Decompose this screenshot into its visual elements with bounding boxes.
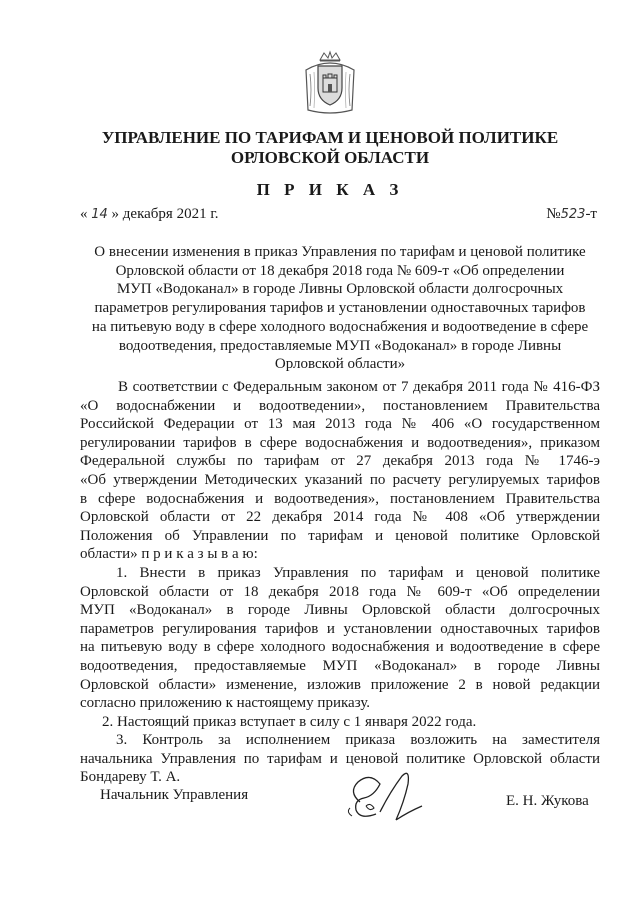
body-line: параметров регулирования тарифов и установлении одноставочных тарифов [80, 620, 600, 637]
subject-line: Орловской области от 18 декабря 2018 года № 609-т «Об определении [115, 262, 565, 279]
body-line: Федеральной службы по тарифам от 27 декабря 2013 года № 1746-э [80, 453, 600, 470]
body-line: согласно приложению к настоящему приказу. [80, 695, 371, 712]
organization-name-line1: УПРАВЛЕНИЕ ПО ТАРИФАМ И ЦЕНОВОЙ ПОЛИТИКЕ [101, 128, 559, 147]
date-rest: » декабря 2021 г. [111, 206, 219, 222]
signer-title: Начальник Управления [100, 787, 249, 803]
organization-name-line2: ОРЛОВСКОЙ ОБЛАСТИ [230, 148, 430, 167]
document-subject [80, 243, 600, 374]
subject-line: МУП «Водоканал» в городе Ливны Орловской области долгосрочных [116, 281, 564, 298]
body-line: Бондареву Т. А. [80, 769, 181, 786]
body-line: в сфере водоснабжения и водоотведения», постановлением Правительства [80, 490, 600, 507]
number-suffix: -т [585, 206, 597, 222]
body-line: «О водоснабжении и водоотведении», постановлением Правительства [80, 397, 600, 414]
document-type: П Р И К А З [256, 180, 404, 199]
subject-line: параметров регулирования тарифов и установлении одноставочных тарифов [94, 300, 586, 317]
number-prefix: № [546, 206, 561, 222]
document-body [80, 378, 600, 787]
subject-line: на питьевую воду в сфере холодного водоснабжения и водоотведение в сфере [91, 318, 589, 335]
subject-line: Орловской области» [274, 356, 406, 373]
body-line: МУП «Водоканал» в городе Ливны Орловской области долгосрочных [80, 602, 600, 619]
body-line: 1. Внести в приказ Управления по тарифам и ценовой политике [116, 564, 600, 581]
body-line: Орловской области» изменение, изложив приложение 2 в новой редакции [80, 676, 600, 693]
body-line: регулировании тарифов в сфере водоснабжения и водоотведения», приказом [80, 434, 600, 451]
body-line: 3. Контроль за исполнением приказа возложить на заместителя [116, 732, 600, 749]
body-line: области» п р и к а з ы в а ю: [80, 546, 258, 563]
handwritten-signature [330, 762, 450, 826]
body-line: 2. Настоящий приказ вступает в силу с 1 января 2022 года. [102, 713, 477, 730]
document-number [546, 206, 597, 223]
signer-name: Е. Н. Жукова [506, 793, 589, 809]
date-quote-open: « [80, 206, 88, 222]
handwritten-day: 14 [91, 207, 108, 222]
body-line: на питьевую воду в сфере холодного водоснабжения и водоотведение в сфере [80, 639, 600, 656]
body-line: водоотведения, предоставляемые МУП «Водоканал» в городе Ливны [80, 657, 600, 674]
handwritten-number: 523 [560, 207, 586, 222]
body-line: «Об утверждении Методических указаний по расчету регулируемых тарифов [80, 471, 600, 488]
document-date [80, 206, 219, 223]
body-line: В соответствии с Федеральным законом от 7 декабря 2011 года № 416-ФЗ [118, 379, 600, 395]
body-line: Положения об Управлении по тарифам и ценовой политике Орловской [80, 527, 600, 544]
body-line: Российской Федерации от 13 мая 2013 года № 406 «О государственном [80, 416, 600, 433]
body-line: Орловской области от 22 декабря 2014 года № 408 «Об утверждении [80, 509, 600, 526]
subject-line: водоотведения, предоставляемые МУП «Водоканал» в городе Ливны [118, 337, 562, 354]
body-line: начальника Управления по тарифам и ценовой политике Орловской области [80, 750, 600, 767]
body-line: Орловской области от 18 декабря 2018 года № 609-т «Об определении [80, 583, 600, 600]
coat-of-arms-icon [302, 50, 358, 116]
subject-line: О внесении изменения в приказ Управления по тарифам и ценовой политике [94, 244, 586, 260]
